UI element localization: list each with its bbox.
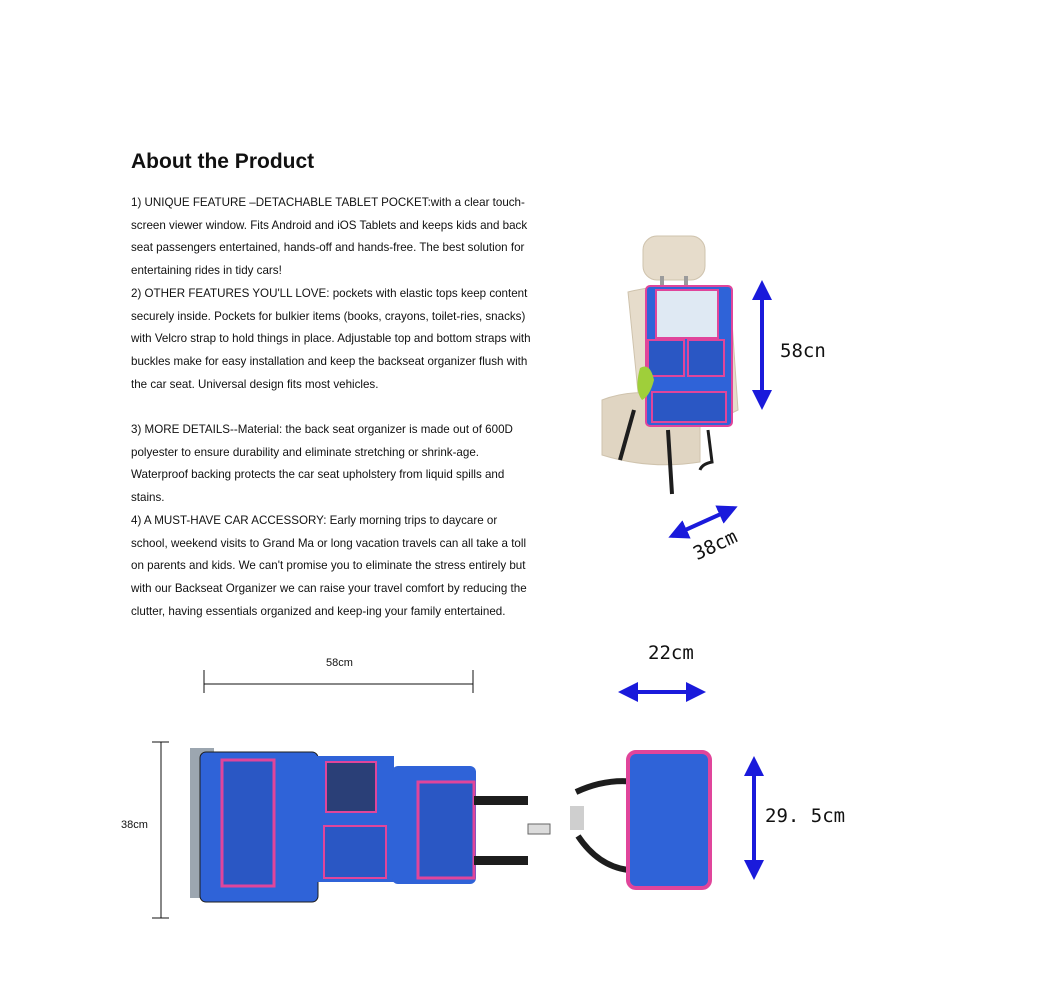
flat-height-dimension-line xyxy=(152,742,169,918)
depth-label: 22cm xyxy=(648,642,694,664)
feature-paragraph-2: 2) OTHER FEATURES YOU'LL LOVE: pockets with elastic tops keep content securely inside. Pockets for bulkier items (books, crayons, toilet-ries, snacks) with Velcro strap to hold things in place. Adjustable top and bottom straps with buckles make for easy installation and keep the backseat organizer flush with the car seat. Universal design fits most vehicles. xyxy=(131,287,531,391)
car-seat-with-organizer-image xyxy=(602,236,738,494)
tablet-height-label: 29. 5cm xyxy=(765,805,846,827)
flat-width-dimension-line xyxy=(204,670,473,693)
seat-width-label: 38cm xyxy=(690,525,741,565)
tablet-pocket-image xyxy=(570,752,710,888)
feature-paragraph-1: 1) UNIQUE FEATURE –DETACHABLE TABLET POCKET:with a clear touch-screen viewer window. Fits Android and iOS Tablets and keeps kids and back seat passengers entertained, hands-off and hands-free. The best solution for entertaining rides in tidy cars! xyxy=(131,196,528,278)
flat-organizer-image xyxy=(190,748,550,902)
page-title: About the Product xyxy=(131,150,315,173)
feature-paragraph-3: 3) MORE DETAILS--Material: the back seat organizer is made out of 600D polyester to ensure durability and eliminate stretching or shrink-age. Waterproof backing protects the car seat upholstery from liquid spills and stains. xyxy=(131,423,513,505)
flat-width-label: 58cm xyxy=(326,657,353,669)
seat-height-label: 58cn xyxy=(780,340,826,362)
flat-height-label: 38cm xyxy=(121,819,148,831)
feature-paragraph-4: 4) A MUST-HAVE CAR ACCESSORY: Early morning trips to daycare or school, weekend visits to Grand Ma or long vacation travels can all take a toll on parents and kids. We can't promise you to eliminate the stress entirely but with our Backseat Organizer we can raise your travel comfort by reducing the clutter, having essentials organized and keep-ing your family entertained. xyxy=(131,514,527,618)
